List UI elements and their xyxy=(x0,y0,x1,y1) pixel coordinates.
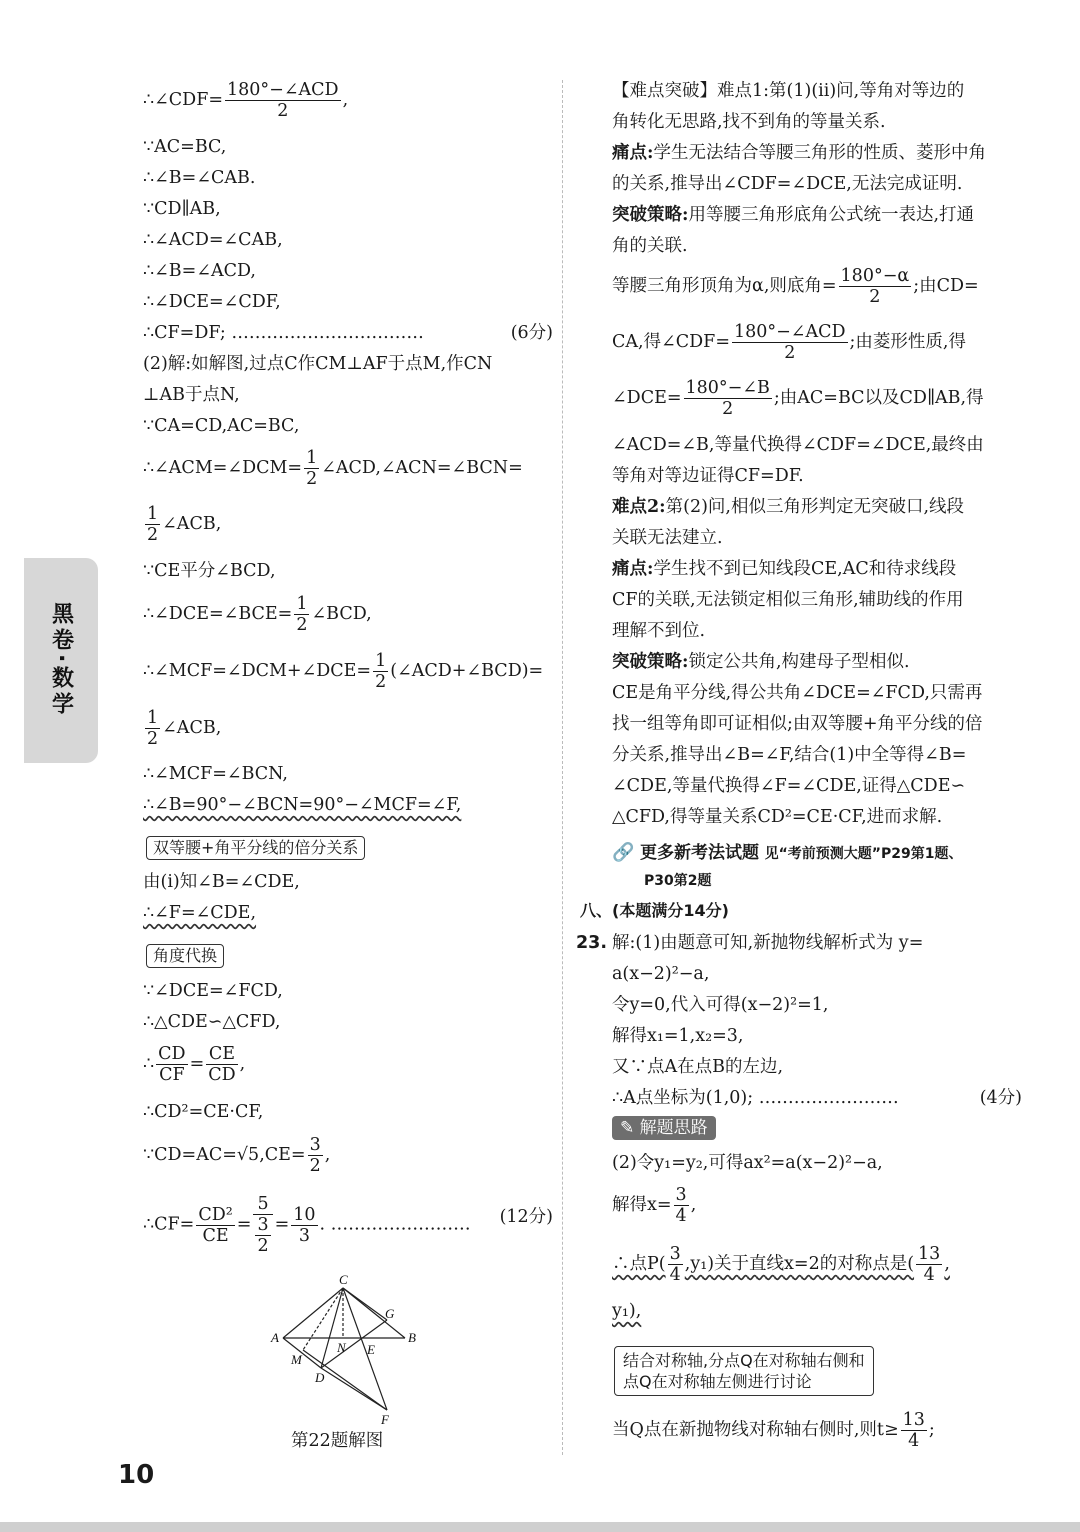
q23-symmetric-point: ∴点P( $\frac{3}{4}$ ,y₁)关于直线x=2的对称点是( $\frac{13}{4}$ , xyxy=(612,1244,950,1285)
label-n: N xyxy=(337,1340,346,1355)
base-angle-line: 等腰三角形顶角为α,则底角= $\frac{180^\circ-\alpha}{2}$ ;由CD= xyxy=(612,266,979,307)
note-double-isosceles: 双等腰+角平分线的倍分关系 xyxy=(146,836,365,860)
pain-point-1: 痛点:学生无法结合等腰三角形的性质、菱形中角 xyxy=(612,143,986,163)
strategy-2-l3: 分关系,推导出∠B=∠F,结合(1)中全等得∠B= xyxy=(612,745,967,765)
line-ce-bisect: ∵CE平分∠BCD, xyxy=(143,561,276,581)
line-dce-bce: ∴∠DCE=∠BCE= $\frac{1}{2}$ ∠BCD, xyxy=(143,594,372,635)
pain-point-2-cont: CF的关联,无法锁定相似三角形,辅助线的作用 xyxy=(612,590,964,610)
line-acb-half: $\frac{1}{2}$ ∠ACB, xyxy=(147,504,222,545)
strategy-2-l2: 找一组等角即可证相似;由双等腰+角平分线的倍 xyxy=(612,714,983,734)
strategy-2-l1: CE是角平分线,得公共角∠DCE=∠FCD,只需再 xyxy=(612,683,983,703)
line-dce-fcd: ∵∠DCE=∠FCD, xyxy=(143,981,283,1001)
line-cd-value: ∵CD=AC=√5,CE= $\frac{3}{2}$ , xyxy=(143,1135,331,1176)
line-ca-cd: ∵CA=CD,AC=BC, xyxy=(143,416,300,436)
line-dce-cdf: ∴∠DCE=∠CDF, xyxy=(143,292,281,312)
q23-part2: (2)令y₁=y₂,可得ax²=a(x−2)²−a, xyxy=(612,1153,883,1173)
more-questions-cont: P30第2题 xyxy=(644,873,712,889)
label-m: M xyxy=(291,1352,302,1367)
note-angle-substitution: 角度代换 xyxy=(146,944,224,968)
line-acd-cab: ∴∠ACD=∠CAB, xyxy=(143,230,283,250)
line-cdf: ∴∠CDF= $\frac{\text{180°−∠ACD}}{2}$ , xyxy=(143,80,349,121)
q23-symmetric-point-cont: y₁), xyxy=(612,1301,642,1321)
score-4: (4分) xyxy=(979,1088,1022,1108)
strategy-2: 突破策略:锁定公共角,构建母子型相似. xyxy=(612,652,910,672)
label-f: F xyxy=(381,1412,389,1427)
line-cf-df: ∴CF=DF; …………………………… xyxy=(143,323,424,343)
page-number: 10 xyxy=(118,1460,155,1490)
label-d: D xyxy=(315,1370,325,1385)
question-23-number: 23. xyxy=(576,933,608,953)
geometry-figure xyxy=(265,1270,425,1430)
line-similar: ∴△CDE∽△CFD, xyxy=(143,1012,281,1032)
strategy-2-l5: △CFD,得等量关系CD²=CE·CF,进而求解. xyxy=(612,807,943,827)
difficulty-1-cont: 角转化无思路,找不到角的等量关系. xyxy=(612,112,886,132)
q23-line3: 令y=0,代入可得(x−2)²=1, xyxy=(612,995,829,1015)
q23-right-side: 当Q点在新抛物线对称轴右侧时,则t≥ $\frac{13}{4}$ ; xyxy=(612,1410,935,1451)
line-f-cde: ∴∠F=∠CDE, xyxy=(143,903,257,923)
line-mcf-bcn: ∴∠MCF=∠BCN, xyxy=(143,764,288,784)
difficulty-2: 难点2:第(2)问,相似三角形判定无突破口,线段 xyxy=(612,497,965,517)
line-ac-bc: ∵AC=BC, xyxy=(143,137,227,157)
line-b-f: ∴∠B=90°−∠BCN=90°−∠MCF=∠F, xyxy=(143,795,462,815)
line-ratio: ∴ $\frac{CD}{CF}$ = $\frac{CE}{CD}$ , xyxy=(143,1044,246,1085)
strategy-1: 突破策略:用等腰三角形底角公式统一表达,打通 xyxy=(612,205,975,225)
label-c: C xyxy=(339,1272,348,1287)
line-b-acd: ∴∠B=∠ACD, xyxy=(143,261,256,281)
label-a: A xyxy=(271,1330,279,1345)
side-tab: 黑卷·数学 xyxy=(24,558,98,763)
score-12: (12分) xyxy=(499,1207,553,1227)
q23-line4: 解得x₁=1,x₂=3, xyxy=(612,1026,744,1046)
line-cf-result: ∴CF= $\frac{\text{CD²}}{CE}$ = $\frac{5}{\frac{3}{2}}$ = $\frac{10}{3}$ . …………………… xyxy=(143,1194,471,1256)
conclusion-line: 等角对等边证得CF=DF. xyxy=(612,466,804,486)
figure-caption: 第22题解图 xyxy=(291,1431,384,1451)
line-mcf: ∴∠MCF=∠DCM+∠DCE= $\frac{1}{2}$ (∠ACD+∠BCD)= xyxy=(143,651,544,692)
left-column xyxy=(143,70,553,1470)
q23-line1: 解:(1)由题意可知,新抛物线解析式为 y= xyxy=(612,933,924,953)
line-part2-cont: ⊥AB于点N, xyxy=(143,385,240,405)
strategy-1-cont: 角的关联. xyxy=(612,236,688,256)
score-6: (6分) xyxy=(510,323,553,343)
q23-line5: 又∵点A在点B的左边, xyxy=(612,1057,784,1077)
difficulty-2-cont: 关联无法建立. xyxy=(612,528,723,548)
right-column xyxy=(576,70,1022,1470)
substitution-line: ∠ACD=∠B,等量代换得∠CDF=∠DCE,最终由 xyxy=(612,435,984,455)
difficulty-1: 【难点突破】难点1:第(1)(ii)问,等角对等边的 xyxy=(612,81,965,101)
cdf-line: CA,得∠CDF= $\frac{\text{180°−∠ACD}}{2}$ ;由菱形性质,得 xyxy=(612,322,966,363)
line-cd-squared: ∴CD²=CE·CF, xyxy=(143,1102,264,1122)
bottom-bar xyxy=(0,1522,1080,1532)
section-8: 八、(本题满分14分) xyxy=(580,901,729,920)
line-acm: ∴∠ACM=∠DCM= $\frac{1}{2}$ ∠ACD,∠ACN=∠BCN= xyxy=(143,448,523,489)
label-b: B xyxy=(408,1330,416,1345)
pain-point-1-cont: 的关系,推导出∠CDF=∠DCE,无法完成证明. xyxy=(612,174,963,194)
pencil-icon: ✎ xyxy=(620,1118,635,1138)
label-g: G xyxy=(385,1306,395,1321)
column-divider xyxy=(562,80,563,1455)
line-cd-ab: ∵CD∥AB, xyxy=(143,199,221,219)
q23-solve-x: 解得x= $\frac{3}{4}$ , xyxy=(612,1185,697,1226)
q23-line2: a(x−2)²−a, xyxy=(612,964,710,984)
link-icon: 🔗 xyxy=(612,842,635,863)
pain-point-2-end: 理解不到位. xyxy=(612,621,706,641)
label-e: E xyxy=(367,1342,375,1357)
line-part2: (2)解:如解图,过点C作CM⊥AF于点M,作CN xyxy=(143,354,493,374)
line-acb-half-2: $\frac{1}{2}$ ∠ACB, xyxy=(147,708,222,749)
dce-line: ∠DCE= $\frac{180^\circ-\angle B}{2}$ ;由AC=BC以及CD∥AB,得 xyxy=(612,378,984,419)
note-symmetry-axis: 结合对称轴,分点Q在对称轴右侧和 点Q在对称轴左侧进行讨论 xyxy=(614,1346,874,1396)
q23-line6: ∴A点坐标为(1,0); …………………… xyxy=(612,1088,899,1108)
pain-point-2: 痛点:学生找不到已知线段CE,AC和待求线段 xyxy=(612,559,957,579)
line-b-cab: ∴∠B=∠CAB. xyxy=(143,168,256,188)
solution-idea-badge: ✎ 解题思路 xyxy=(612,1116,716,1140)
line-b-cde: 由(i)知∠B=∠CDE, xyxy=(143,872,300,892)
strategy-2-l4: ∠CDE,等量代换得∠F=∠CDE,证得△CDE∽ xyxy=(612,776,966,796)
more-questions: 🔗 更多新考法试题 见“考前预测大题”P29第1题、 xyxy=(612,842,963,863)
